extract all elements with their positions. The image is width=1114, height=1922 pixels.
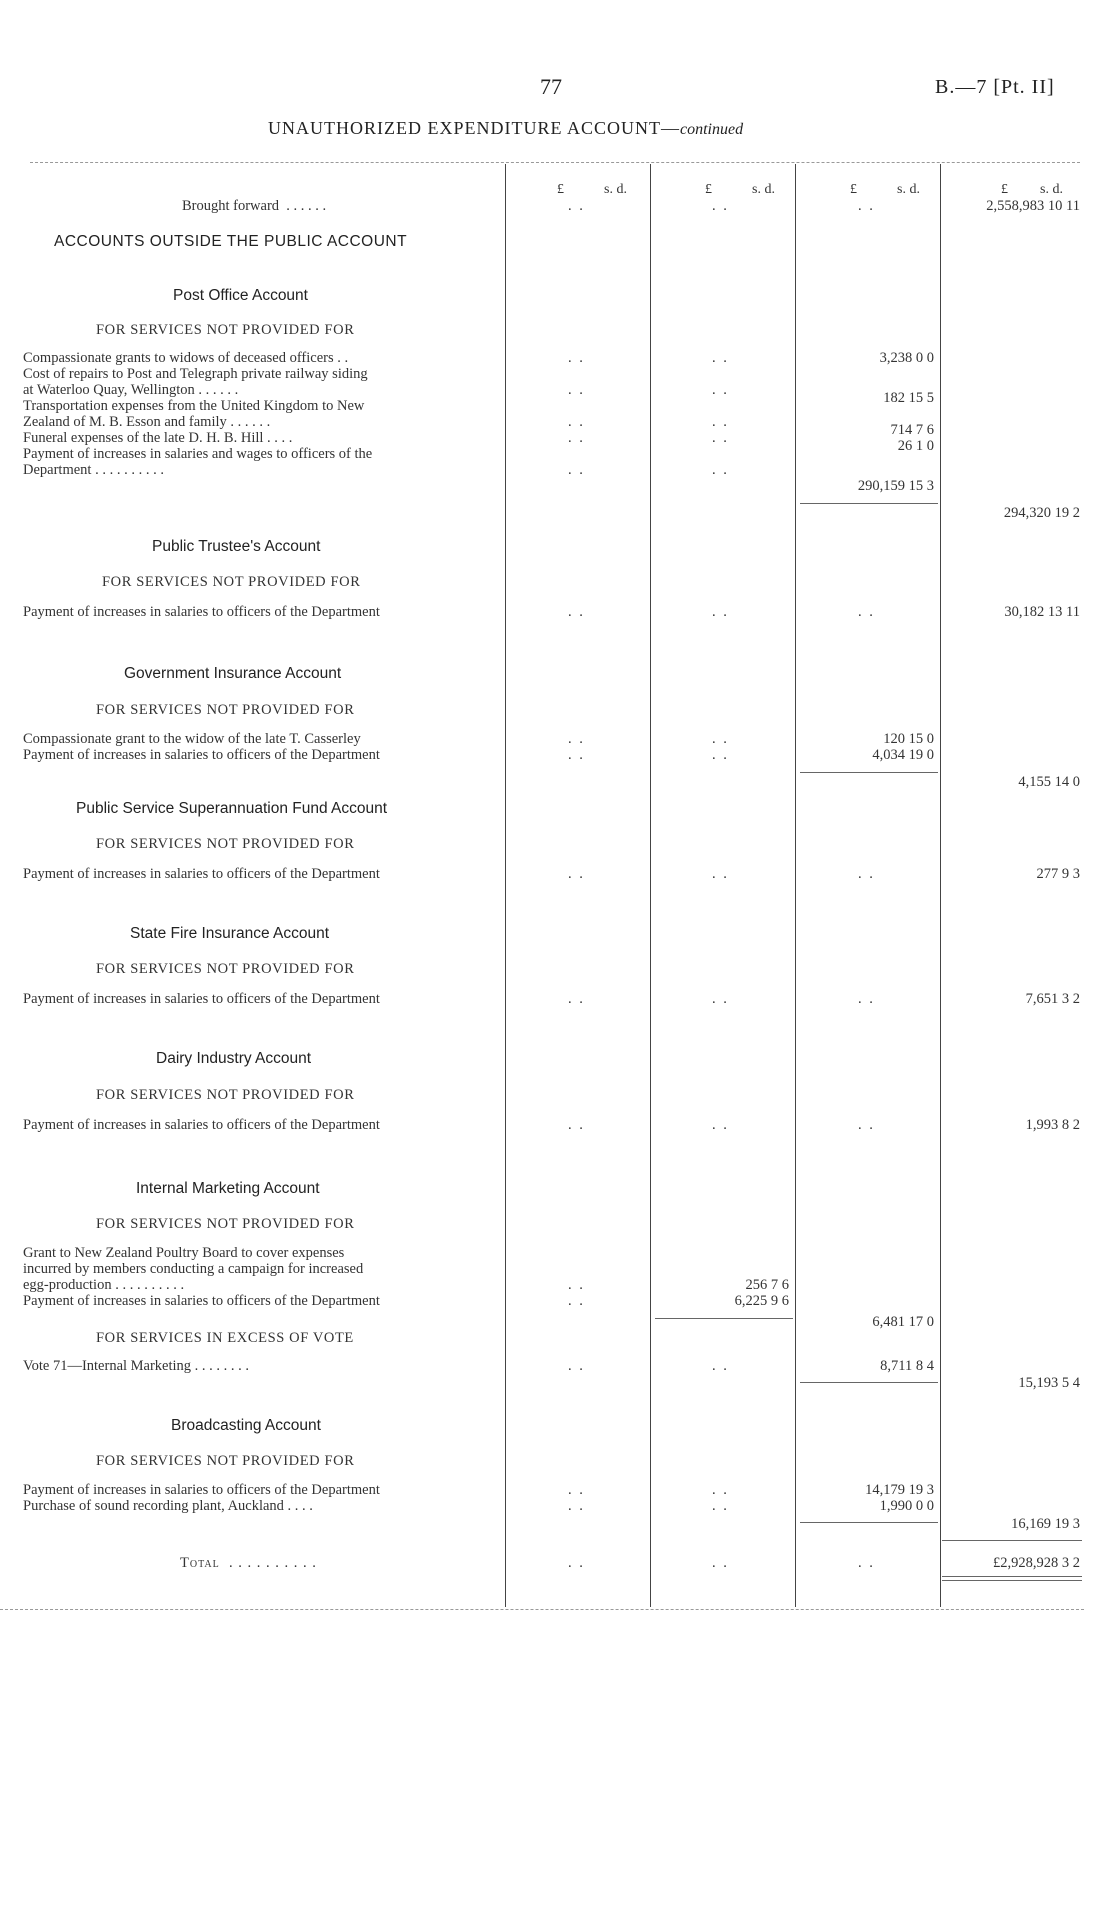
col1-leader: . . bbox=[568, 462, 585, 478]
outside-heading: ACCOUNTS OUTSIDE THE PUBLIC ACCOUNT bbox=[54, 233, 408, 250]
col2-leader: . . bbox=[712, 382, 729, 398]
col3-pound-header: £ bbox=[850, 182, 857, 197]
section-total: 16,169 19 3 bbox=[1011, 1516, 1080, 1532]
section-line: Purchase of sound recording plant, Auckland . . . . bbox=[23, 1498, 313, 1514]
section-heading: Dairy Industry Account bbox=[156, 1050, 312, 1067]
col2-leader: . . bbox=[712, 1482, 729, 1498]
line-amount: 1,990 0 0 bbox=[879, 1498, 934, 1514]
col2-leader: . . bbox=[712, 430, 729, 446]
section-subheading: FOR SERVICES NOT PROVIDED FOR bbox=[96, 836, 355, 852]
page-title-main: UNAUTHORIZED EXPENDITURE ACCOUNT— bbox=[268, 118, 680, 138]
col1-leader: . . bbox=[568, 747, 585, 763]
line-amount: 26 1 0 bbox=[897, 438, 934, 454]
document-reference: B.—7 [Pt. II] bbox=[935, 76, 1055, 98]
section-subheading: FOR SERVICES NOT PROVIDED FOR bbox=[96, 322, 355, 338]
line-amount: 120 15 0 bbox=[883, 731, 934, 747]
section-line: Payment of increases in salaries to officers of the Department bbox=[23, 1293, 380, 1309]
col2-leader: . . bbox=[712, 198, 729, 214]
section-subheading: FOR SERVICES NOT PROVIDED FOR bbox=[96, 1216, 355, 1232]
section-subheading: FOR SERVICES NOT PROVIDED FOR bbox=[96, 961, 355, 977]
section-total: 30,182 13 11 bbox=[1004, 604, 1080, 620]
col3-leader: . . bbox=[858, 1117, 875, 1133]
line-amount: 290,159 15 3 bbox=[857, 478, 934, 494]
total-rule-bottom-1 bbox=[942, 1576, 1082, 1577]
section-subheading-excess: FOR SERVICES IN EXCESS OF VOTE bbox=[96, 1330, 354, 1346]
section-line: Compassionate grant to the widow of the late T. Casserley bbox=[23, 731, 361, 747]
col3-leader: . . bbox=[858, 1555, 875, 1571]
col3-leader: . . bbox=[858, 604, 875, 620]
col2-pound-header: £ bbox=[705, 182, 712, 197]
col2-leader: . . bbox=[712, 350, 729, 366]
line-amount: 182 15 5 bbox=[883, 390, 934, 406]
subtotal-amount: 6,481 17 0 bbox=[872, 1314, 934, 1330]
section-subheading: FOR SERVICES NOT PROVIDED FOR bbox=[102, 574, 361, 590]
section-total: 4,155 14 0 bbox=[1018, 774, 1080, 790]
line-amount: 3,238 0 0 bbox=[879, 350, 934, 366]
line-amount: 256 7 6 bbox=[745, 1277, 789, 1293]
col1-leader: . . bbox=[568, 1358, 585, 1374]
col2-leader: . . bbox=[712, 604, 729, 620]
section-heading: Government Insurance Account bbox=[124, 665, 342, 682]
col1-sd-header: s. d. bbox=[604, 182, 627, 197]
subtotal-rule bbox=[800, 1522, 938, 1523]
section-line: Cost of repairs to Post and Telegraph private railway siding bbox=[23, 366, 368, 382]
col2-leader: . . bbox=[712, 414, 729, 430]
section-line: Funeral expenses of the late D. H. B. Hill . . . . bbox=[23, 430, 293, 446]
col1-leader: . . bbox=[568, 991, 585, 1007]
col1-leader: . . bbox=[568, 350, 585, 366]
section-line: Payment of increases in salaries and wages to officers of the bbox=[23, 446, 373, 462]
col1-leader: . . bbox=[568, 1482, 585, 1498]
col1-leader: . . bbox=[568, 731, 585, 747]
subtotal-rule bbox=[800, 503, 938, 504]
section-total: 7,651 3 2 bbox=[1025, 991, 1080, 1007]
col3-leader: . . bbox=[858, 991, 875, 1007]
section-line: Department . . . . . . . . . . bbox=[23, 462, 164, 478]
page-title bbox=[268, 118, 743, 139]
col2-leader: . . bbox=[712, 991, 729, 1007]
col1-leader: . . bbox=[568, 1293, 585, 1309]
section-heading: Internal Marketing Account bbox=[136, 1180, 320, 1197]
total-rule-bottom-2 bbox=[942, 1580, 1082, 1581]
column-divider-4 bbox=[940, 164, 941, 1607]
section-line: Payment of increases in salaries to officers of the Department bbox=[23, 1117, 380, 1133]
line-amount: 714 7 6 bbox=[890, 422, 934, 438]
total-label: Total . . . . . . . . . . bbox=[180, 1555, 317, 1571]
subtotal-rule bbox=[800, 772, 938, 773]
section-heading: Broadcasting Account bbox=[171, 1417, 321, 1434]
section-heading: Public Trustee's Account bbox=[152, 538, 321, 555]
col1-leader: . . bbox=[568, 604, 585, 620]
section-total: 1,993 8 2 bbox=[1025, 1117, 1080, 1133]
section-heading: State Fire Insurance Account bbox=[130, 925, 330, 942]
col2-leader: . . bbox=[712, 1555, 729, 1571]
col3-sd-header: s. d. bbox=[897, 182, 920, 197]
col3-leader: . . bbox=[858, 866, 875, 882]
page-title-continued: continued bbox=[679, 121, 744, 138]
col1-leader: . . bbox=[568, 866, 585, 882]
section-subheading: FOR SERVICES NOT PROVIDED FOR bbox=[96, 1087, 355, 1103]
col1-leader: . . bbox=[568, 382, 585, 398]
col1-leader: . . bbox=[568, 430, 585, 446]
col2-leader: . . bbox=[712, 731, 729, 747]
section-line: Transportation expenses from the United Kingdom to New bbox=[23, 398, 365, 414]
col1-leader: . . bbox=[568, 1555, 585, 1571]
col2-leader: . . bbox=[712, 866, 729, 882]
col2-leader: . . bbox=[712, 462, 729, 478]
section-line: at Waterloo Quay, Wellington . . . . . . bbox=[23, 382, 239, 398]
vote-amount: 8,711 8 4 bbox=[880, 1358, 934, 1374]
subtotal-rule bbox=[655, 1318, 793, 1319]
col2-sd-header: s. d. bbox=[752, 182, 775, 197]
line-amount: 4,034 19 0 bbox=[872, 747, 934, 763]
section-subheading: FOR SERVICES NOT PROVIDED FOR bbox=[96, 1453, 355, 1469]
brought-forward-label: Brought forward . . . . . . bbox=[182, 198, 327, 214]
line-amount: 14,179 19 3 bbox=[865, 1482, 934, 1498]
section-total: 294,320 19 2 bbox=[1003, 505, 1080, 521]
col3-leader: . . bbox=[858, 198, 875, 214]
top-rule bbox=[30, 162, 1080, 163]
subtotal-rule bbox=[800, 1382, 938, 1383]
column-divider-3 bbox=[795, 164, 796, 1607]
section-line: Payment of increases in salaries to officers of the Department bbox=[23, 1482, 380, 1498]
line-amount: 6,225 9 6 bbox=[734, 1293, 789, 1309]
column-divider-2 bbox=[650, 164, 651, 1607]
section-line: Payment of increases in salaries to officers of the Department bbox=[23, 866, 380, 882]
vote-line: Vote 71—Internal Marketing . . . . . . . . bbox=[23, 1358, 250, 1374]
section-line: Payment of increases in salaries to officers of the Department bbox=[23, 747, 380, 763]
col2-leader: . . bbox=[712, 1358, 729, 1374]
col4-sd-header: s. d. bbox=[1040, 182, 1063, 197]
column-divider-1 bbox=[505, 164, 506, 1607]
section-total: 277 9 3 bbox=[1036, 866, 1080, 882]
col1-leader: . . bbox=[568, 198, 585, 214]
col1-leader: . . bbox=[568, 1117, 585, 1133]
col1-leader: . . bbox=[568, 1498, 585, 1514]
grand-total: £2,928,928 3 2 bbox=[993, 1555, 1080, 1571]
section-total: 15,193 5 4 bbox=[1018, 1375, 1080, 1391]
bottom-rule bbox=[0, 1609, 1084, 1610]
total-rule-top bbox=[942, 1540, 1082, 1541]
section-line: Payment of increases in salaries to officers of the Department bbox=[23, 991, 380, 1007]
page-number: 77 bbox=[540, 74, 562, 99]
section-heading: Public Service Superannuation Fund Account bbox=[76, 800, 388, 817]
col4-pound-header: £ bbox=[1001, 182, 1008, 197]
col2-leader: . . bbox=[712, 747, 729, 763]
section-line: Grant to New Zealand Poultry Board to cover expenses bbox=[23, 1245, 345, 1261]
col2-leader: . . bbox=[712, 1498, 729, 1514]
brought-forward-amount: 2,558,983 10 11 bbox=[986, 198, 1080, 214]
section-line: Zealand of M. B. Esson and family . . . . . . bbox=[23, 414, 271, 430]
col1-leader: . . bbox=[568, 1277, 585, 1293]
section-subheading: FOR SERVICES NOT PROVIDED FOR bbox=[96, 702, 355, 718]
section-line: egg-production . . . . . . . . . . bbox=[23, 1277, 185, 1293]
section-line: Compassionate grants to widows of deceased officers . . bbox=[23, 350, 349, 366]
col1-pound-header: £ bbox=[557, 182, 564, 197]
col1-leader: . . bbox=[568, 414, 585, 430]
section-heading: Post Office Account bbox=[173, 287, 308, 304]
col2-leader: . . bbox=[712, 1117, 729, 1133]
section-line: Payment of increases in salaries to officers of the Department bbox=[23, 604, 380, 620]
section-line: incurred by members conducting a campaign for increased bbox=[23, 1261, 364, 1277]
